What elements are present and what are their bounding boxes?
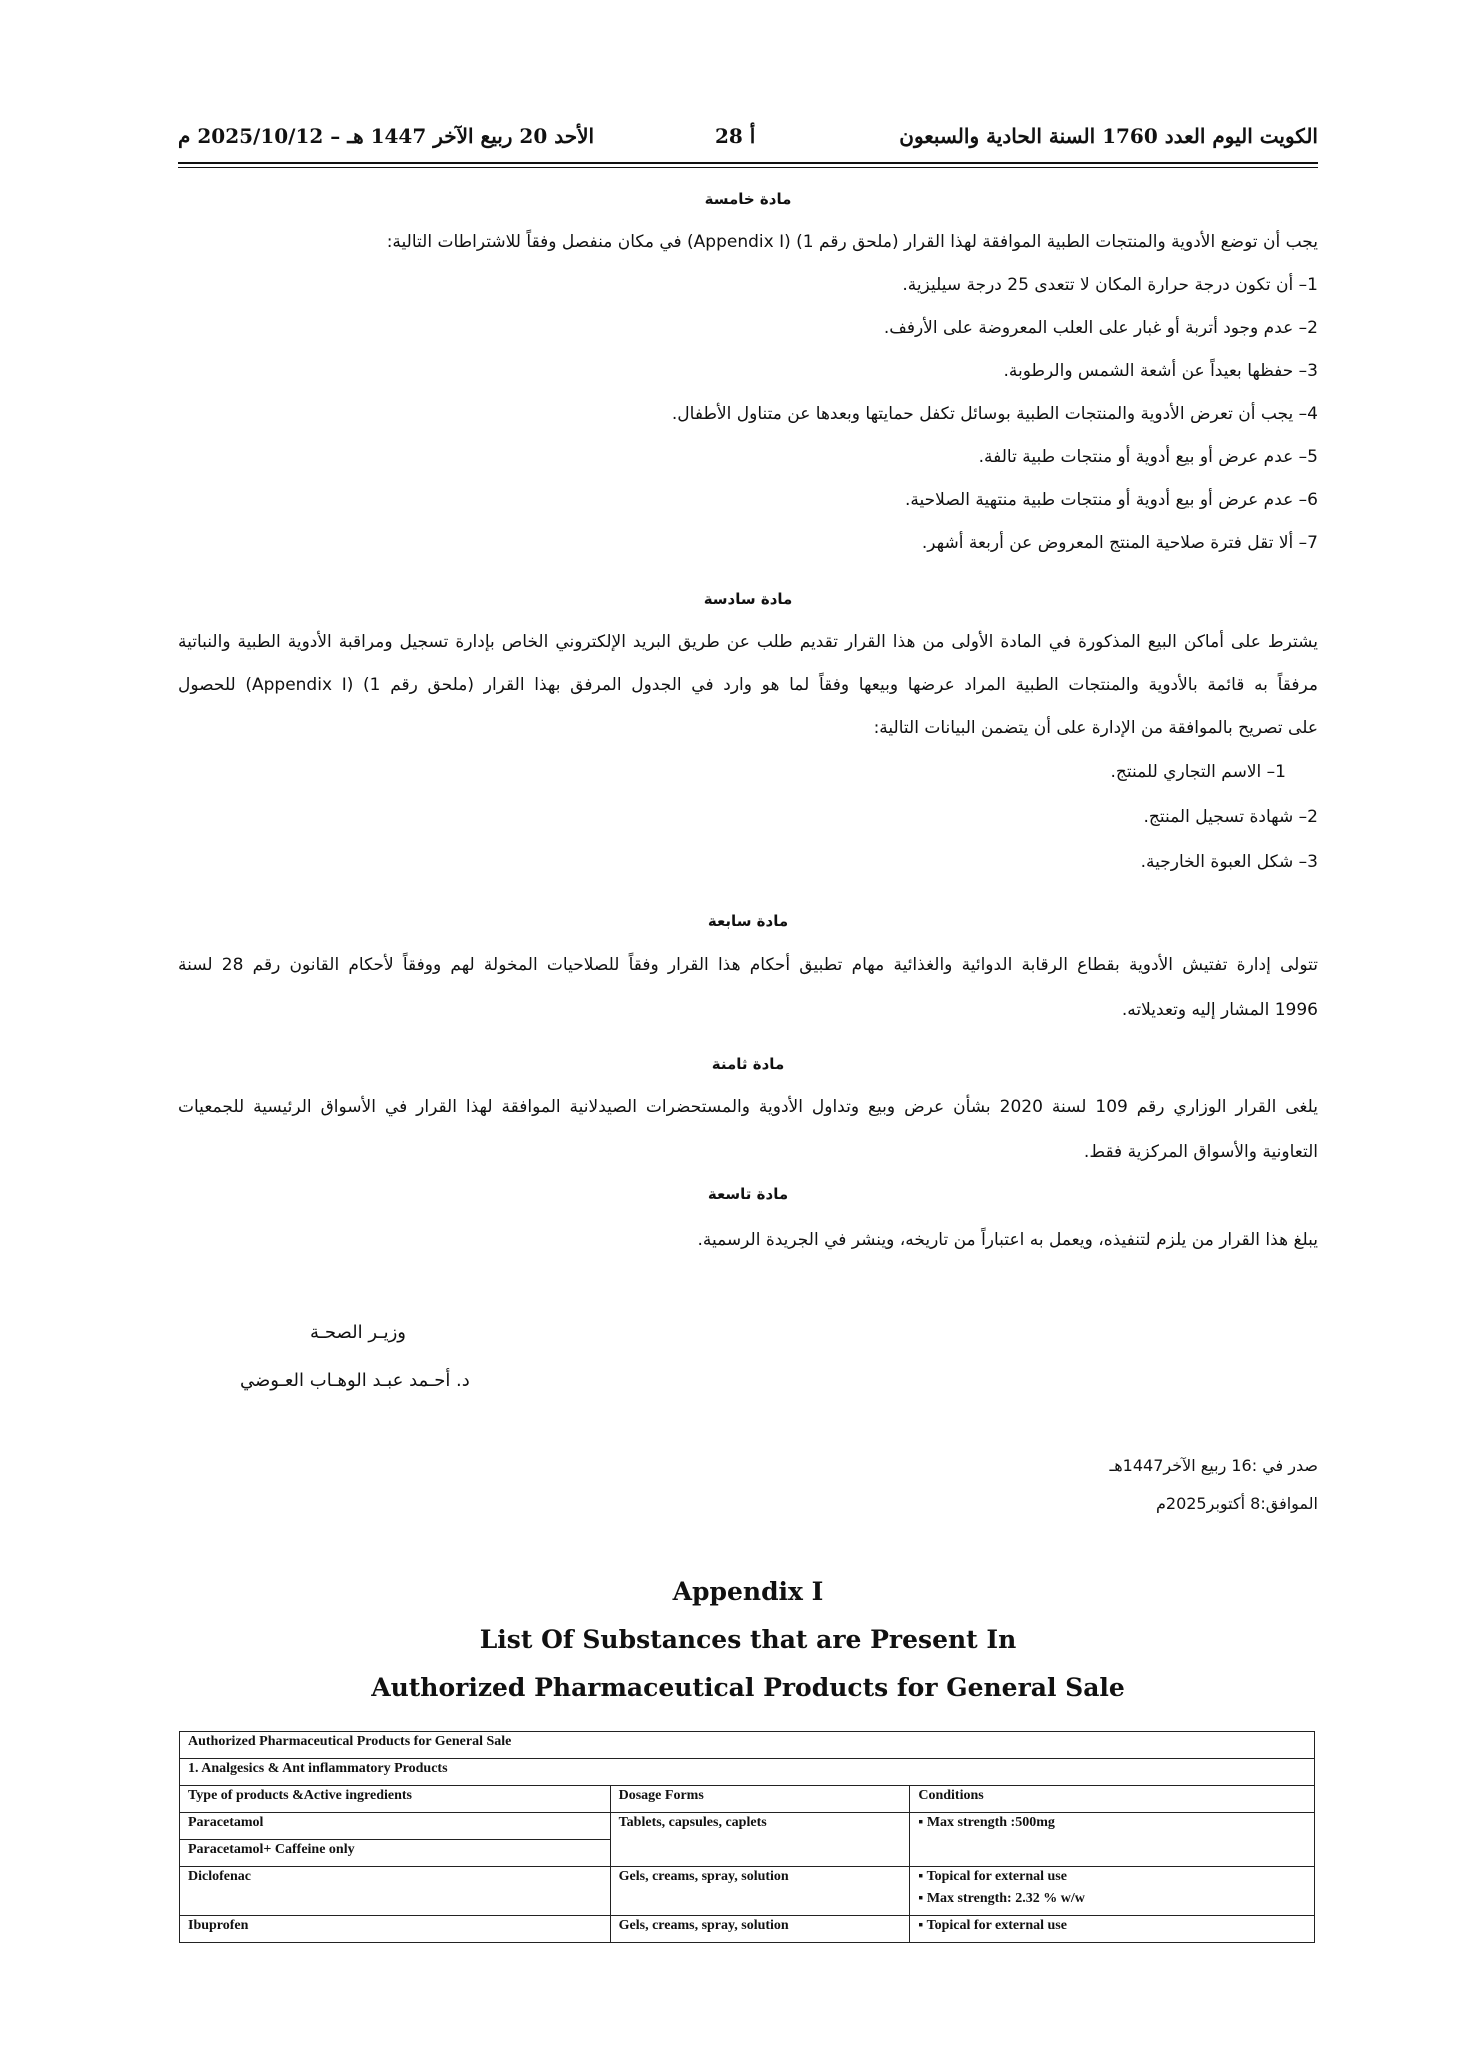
article5-item-5: 5– عدم عرض أو بيع أدوية أو منتجات طبية تالفة. [978, 447, 1318, 467]
header-page-number: أ 28 [715, 124, 756, 148]
issued-gregorian-date: الموافق:8 أكتوبر2025م [1155, 1494, 1318, 1513]
forms-cell: Gels, creams, spray, solution [610, 1916, 910, 1943]
article7-title: مادة سابعة [707, 912, 789, 930]
col-header-product: Type of products &Active ingredients [180, 1786, 611, 1813]
conditions-cell [910, 1867, 1315, 1916]
condition-item: ▪ Max strength :500mg [918, 1815, 1306, 1837]
article6-item-2: 2– شهادة تسجيل المنتج. [1143, 807, 1318, 827]
article7-line-2: 1996 المشار إليه وتعديلاته. [1121, 1000, 1318, 1020]
product-cell: Paracetamol+ Caffeine only [180, 1840, 611, 1867]
appendix-subtitle-2: Authorized Pharmaceutical Products for General Sale [371, 1673, 1125, 1702]
article5-title: مادة خامسة [704, 190, 792, 208]
article6-line-2: مرفقاً به قائمة بالأدوية والمنتجات الطبية المراد عرضها وبيعها وفقاً لما هو وارد في الجدول المرفق بهذا القرار (ملحق رقم 1) (Appendix I) للحصول [178, 675, 1318, 695]
article6-item-3: 3– شكل العبوة الخارجية. [1140, 852, 1318, 872]
signature-name: د. أحـمد عبـد الوهـاب العـوضي [240, 1370, 470, 1391]
header-issue: الكويت اليوم العدد 1760 السنة الحادية والسبعون [899, 124, 1318, 148]
appendix-subtitle-1: List Of Substances that are Present In [479, 1625, 1017, 1654]
article8-line-2: التعاونية والأسواق المركزية فقط. [1083, 1142, 1318, 1162]
appendix-table [179, 1731, 1315, 1943]
table-row [180, 1867, 1315, 1916]
product-cell: Diclofenac [180, 1867, 611, 1916]
article5-item-2: 2– عدم وجود أتربة أو غبار على العلب المعروضة على الأرفف. [883, 318, 1318, 338]
table-section-row [180, 1759, 1315, 1786]
article6-line-1: يشترط على أماكن البيع المذكورة في المادة الأولى من هذا القرار تقديم طلب عن طريق البريد الإلكتروني الخاص بإدارة تسجيل ومراقبة الأدوية الطبية والنباتية [178, 632, 1318, 652]
table-row [180, 1916, 1315, 1943]
condition-item: ▪ Max strength: 2.32 % w/w [918, 1891, 1306, 1913]
article5-item-7: 7– ألا تقل فترة صلاحية المنتج المعروض عن أربعة أشهر. [921, 533, 1318, 553]
article5-item-3: 3– حفظها بعيداً عن أشعة الشمس والرطوبة. [1003, 361, 1318, 381]
condition-item: ▪ Topical for external use [918, 1869, 1306, 1891]
article5-item-1: 1– أن تكون درجة حرارة المكان لا تتعدى 25 درجة سيليزية. [902, 275, 1318, 295]
page-header [178, 120, 1318, 154]
article6-title: مادة سادسة [703, 590, 793, 608]
product-cell: Ibuprofen [180, 1916, 611, 1943]
article6-item-1: 1– الاسم التجاري للمنتج. [1110, 762, 1286, 782]
article5-item-6: 6– عدم عرض أو بيع أدوية أو منتجات طبية منتهية الصلاحية. [905, 490, 1318, 510]
table-caption-row [180, 1732, 1315, 1759]
table-row [180, 1813, 1315, 1840]
header-rule-thin [178, 167, 1318, 168]
table-header-row [180, 1786, 1315, 1813]
forms-cell: Tablets, capsules, caplets [610, 1813, 910, 1867]
conditions-cell [910, 1813, 1315, 1867]
article9-title: مادة تاسعة [707, 1185, 789, 1203]
signature-title: وزيـر الصحـة [310, 1322, 406, 1343]
col-header-conditions: Conditions [910, 1786, 1315, 1813]
table-section-title: 1. Analgesics & Ant inflammatory Products [180, 1759, 1315, 1786]
col-header-forms: Dosage Forms [610, 1786, 910, 1813]
product-cell: Paracetamol [180, 1813, 611, 1840]
issued-hijri-date: صدر في :16 ربيع الآخر1447هـ [1109, 1456, 1318, 1475]
article5-intro: يجب أن توضع الأدوية والمنتجات الطبية الموافقة لهذا القرار (ملحق رقم 1) (Appendix I) في مكان منفصل وفقاً للاشتراطات التالية: [386, 232, 1318, 252]
article5-item-4: 4– يجب أن تعرض الأدوية والمنتجات الطبية بوسائل تكفل حمايتها وبعدها عن متناول الأطفال. [671, 404, 1318, 424]
conditions-cell [910, 1916, 1315, 1943]
header-date: الأحد 20 ربيع الآخر 1447 هـ – 2025/10/12 م [178, 124, 595, 148]
header-rule-thick [178, 162, 1318, 164]
table-caption: Authorized Pharmaceutical Products for General Sale [180, 1732, 1315, 1759]
article6-line-3: على تصريح بالموافقة من الإدارة على أن يتضمن البيانات التالية: [873, 718, 1318, 738]
article7-line-1: تتولى إدارة تفتيش الأدوية بقطاع الرقابة الدوائية والغذائية مهام تطبيق أحكام هذا القرار وفقاً للصلاحيات المخولة لهم ووفقاً لأحكام القانون رقم 28 لسنة [178, 955, 1318, 975]
condition-item: ▪ Topical for external use [918, 1918, 1306, 1940]
article8-line-1: يلغى القرار الوزاري رقم 109 لسنة 2020 بشأن عرض وبيع وتداول الأدوية والمستحضرات الصيدلانية الموافقة لهذا القرار في الأسواق الرئيسية للجمعيات [178, 1097, 1318, 1117]
article9-line: يبلغ هذا القرار من يلزم لتنفيذه، ويعمل به اعتباراً من تاريخه، وينشر في الجريدة الرسمية. [697, 1230, 1318, 1250]
article8-title: مادة ثامنة [711, 1055, 785, 1073]
forms-cell: Gels, creams, spray, solution [610, 1867, 910, 1916]
appendix-title: Appendix I [672, 1577, 824, 1606]
